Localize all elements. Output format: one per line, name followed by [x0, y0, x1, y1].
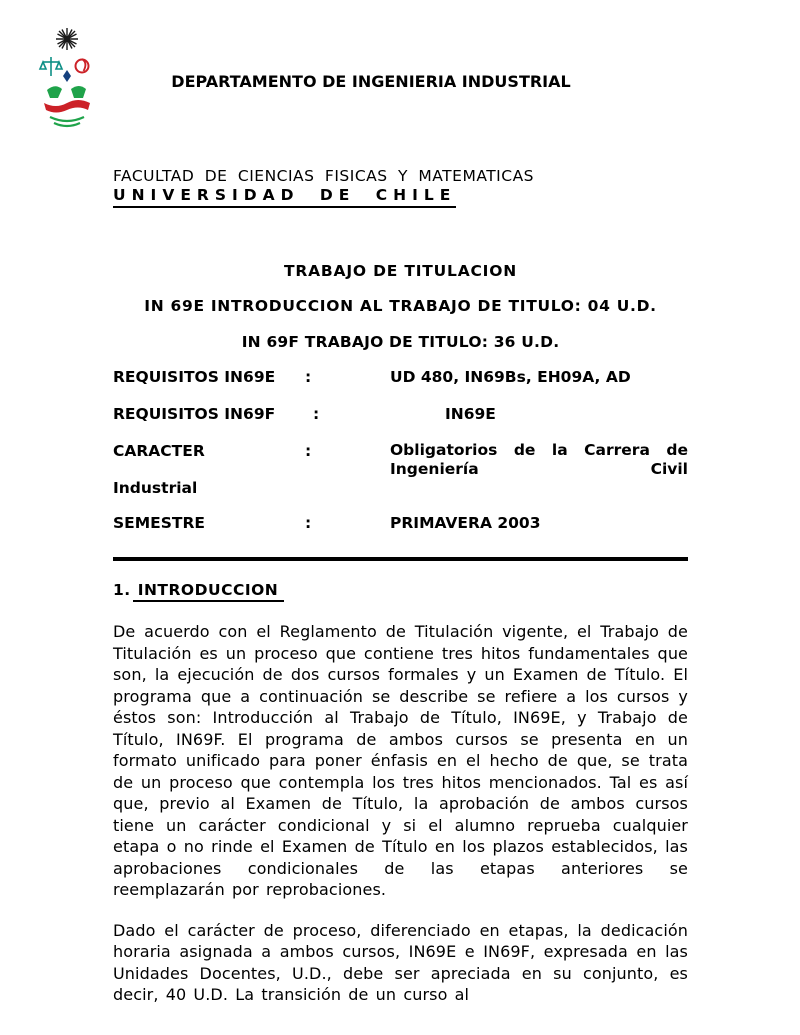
section-title: INTRODUCCION — [133, 581, 285, 602]
logo-ground — [50, 117, 84, 126]
university-line — [113, 186, 688, 208]
info-separator: : — [305, 514, 312, 532]
faculty-line: FACULTAD DE CIENCIAS FISICAS Y MATEMATICAS — [113, 167, 535, 185]
info-label: REQUISITOS IN69F — [113, 405, 276, 423]
section-number: 1. — [113, 581, 131, 599]
info-label: SEMESTRE — [113, 514, 206, 532]
info-separator: : — [305, 442, 312, 460]
university-logo — [38, 26, 96, 128]
logo-huemul-icon — [71, 86, 86, 98]
info-value: IN69E — [445, 405, 496, 423]
info-row-requisitos-in69e — [113, 367, 688, 388]
doc-title: TRABAJO DE TITULACION — [284, 262, 517, 280]
info-separator: : — [313, 405, 320, 423]
intro-paragraph-2: Dado el carácter de proceso, diferenciado en etapas, la dedicación horaria asignada a ambos cursos, IN69E e IN69F, expresada en las Unidades Docentes, U.D., debe ser apreciada en su conjunto, es decir, 40 U.D. La transición de un curso al — [113, 920, 688, 1004]
info-label: REQUISITOS IN69E — [113, 368, 276, 386]
info-separator: : — [305, 368, 312, 386]
logo-condor-icon — [47, 86, 62, 98]
logo-banner — [44, 100, 90, 113]
course-info-table — [113, 367, 688, 534]
logo-scales-icon — [40, 57, 62, 76]
info-value-continued: Industrial — [113, 479, 198, 497]
divider-rule — [113, 557, 688, 561]
info-value: Obligatorios de la Carrera de Ingeniería Civil — [390, 441, 688, 478]
university-crest-icon — [38, 26, 96, 128]
course-title-in69e: IN 69E INTRODUCCION AL TRABAJO DE TITULO: 04 U.D. — [144, 297, 657, 315]
info-row-caracter — [113, 441, 688, 479]
info-row-semestre — [113, 513, 688, 534]
university-name: UNIVERSIDAD DE CHILE — [113, 186, 456, 208]
department-title: DEPARTAMENTO DE INGENIERIA INDUSTRIAL — [171, 72, 571, 91]
info-row-requisitos-in69f — [113, 404, 688, 425]
logo-seal-icon — [76, 59, 89, 73]
logo-center-emblem — [63, 70, 71, 82]
section-heading-introduccion — [113, 581, 688, 602]
info-label: CARACTER — [113, 442, 205, 460]
info-value: PRIMAVERA 2003 — [390, 514, 541, 532]
info-value: UD 480, IN69Bs, EH09A, AD — [390, 368, 631, 386]
intro-paragraph-1: De acuerdo con el Reglamento de Titulación vigente, el Trabajo de Titulación es un proceso que contiene tres hitos fundamentales que son, la ejecución de dos cursos formales y un Examen de Título. El programa que a continuación se describe se refiere a los cursos y éstos son: Introducción al Trabajo de Título, IN69E, y Trabajo de Título, IN69F. El programa de ambos cursos se presenta en un formato unificado para poner énfasis en el hecho de que, se trata de un proceso que contempla los tres hitos mencionados. Tal es así que, previo al Examen de Título, la aprobación de ambos cursos tiene un carácter condicional y si el alumno reprueba cualquier etapa o no rinde el Examen de Título en los plazos establecidos, las aprobaciones condicionales de las etapas anteriores se reemplazarán por reprobaciones. — [113, 622, 688, 899]
course-title-in69f: IN 69F TRABAJO DE TITULO: 36 U.D. — [241, 333, 560, 351]
